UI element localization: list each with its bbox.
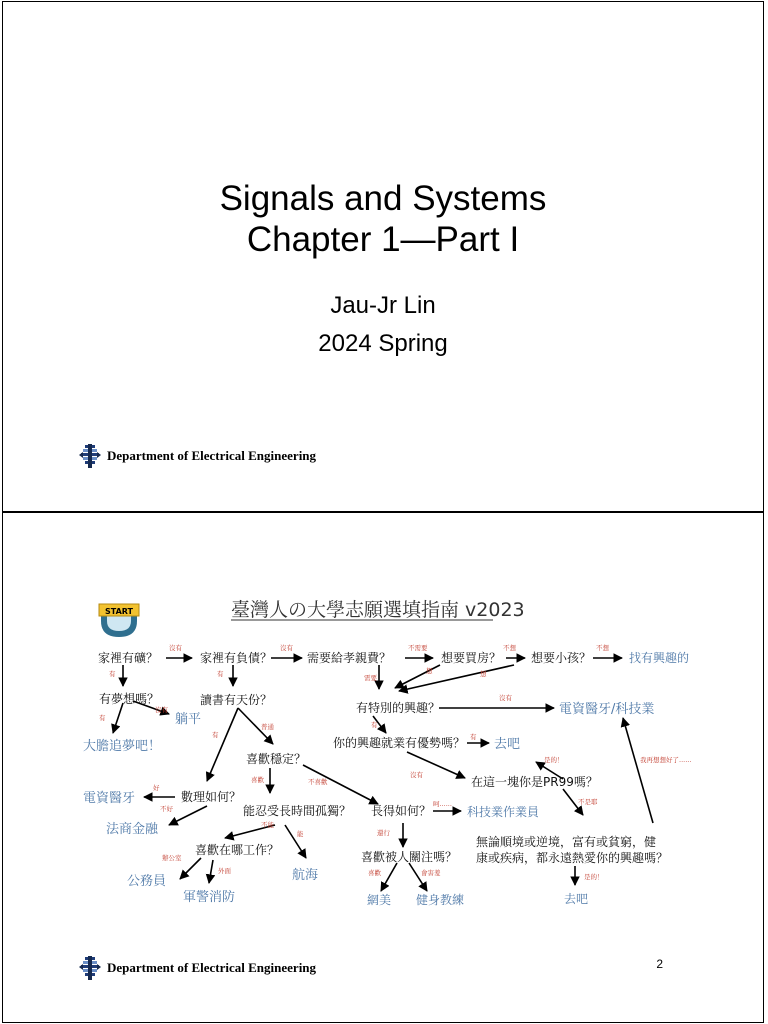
edge-label-23: 不好	[160, 805, 173, 813]
node-30: 網美	[367, 893, 392, 907]
node-18: 數理如何？	[181, 790, 242, 804]
node-31: 健身教練	[416, 893, 465, 907]
edge-label-28: 還行	[377, 829, 390, 837]
edge-label-25: 呵......	[433, 800, 452, 808]
node-13: 你的興趣就業有優勢嗎？	[333, 736, 466, 750]
edge-label-8: 想	[426, 667, 433, 675]
edge-label-20: 喜歡	[251, 776, 264, 784]
node-12: 大膽追夢吧！	[83, 739, 162, 754]
term: 2024 Spring	[318, 330, 448, 357]
node-9: 有特別的興趣？	[356, 701, 441, 715]
edge-label-24: 不是耶	[578, 798, 598, 806]
node-19: 能忍受長時間孤獨？	[243, 804, 352, 818]
edge-label-22: 好	[153, 784, 160, 792]
edge-label-33: 是的！	[584, 873, 604, 881]
node-3: 需要給孝親費？	[307, 651, 392, 665]
edge-label-31: 喜歡	[368, 869, 381, 877]
ee-department-logo-icon	[77, 443, 103, 469]
edge-label-10: 需要	[364, 674, 377, 682]
node-16: 在這一塊你是PR99嗎？	[471, 775, 598, 789]
flowchart	[3, 513, 763, 943]
node-1: 家裡有礦？	[98, 651, 159, 665]
edge-label-6: 有	[109, 670, 116, 678]
flowchart-nodes	[83, 650, 692, 907]
edge-label-26: 不能	[261, 821, 274, 829]
node-20: 長得如何？	[371, 804, 432, 818]
node-11: 躺平	[175, 712, 202, 727]
node-5: 想要小孩？	[531, 651, 592, 665]
node-25: 喜歡在哪工作？	[195, 843, 280, 857]
author-name: Jau-Jr Lin	[330, 292, 436, 319]
node-28: 公務員	[127, 874, 167, 889]
node-17: 電資醫牙	[83, 791, 136, 806]
start-label: START	[104, 607, 134, 616]
edge-label-5: 不想	[596, 644, 609, 652]
edge-label-32: 會害羞	[421, 869, 441, 877]
edge-label-19: 沒有	[410, 771, 423, 779]
edge-label-16b: 有	[470, 733, 477, 741]
edge-label-2: 沒有	[280, 644, 293, 652]
node-29: 軍警消防	[183, 890, 236, 905]
edge-label-21: 不喜歡	[308, 778, 328, 786]
start-badge	[99, 604, 139, 637]
title-line-2: Chapter 1—Part I	[246, 220, 520, 259]
edge-label-9: 想	[480, 670, 487, 678]
edge-label-30: 外面	[218, 867, 231, 875]
node-4: 想要買房？	[441, 651, 502, 665]
department-footer	[77, 443, 316, 469]
edge-label-3: 不需要	[408, 644, 428, 652]
node-7: 有夢想嗎？	[99, 692, 160, 706]
department-name: Department of Electrical Engineering	[107, 960, 317, 975]
edge-label-18: 我再想想好了......	[640, 756, 692, 764]
node-8: 讀書有天份？	[200, 693, 273, 707]
department-name: Department of Electrical Engineering	[107, 448, 317, 463]
node-27: 航海	[292, 868, 319, 883]
slide-2	[2, 512, 764, 1023]
edge-label-12: 沒有	[155, 706, 168, 714]
node-15: 喜歡穩定？	[246, 752, 307, 766]
node-14: 去吧	[494, 737, 521, 752]
edge-label-27: 能	[297, 830, 304, 838]
node-21: 科技業作業員	[467, 805, 540, 819]
node-24: 康或疾病，都永遠熱愛你的興趣嗎？	[476, 851, 669, 865]
node-6: 找有興趣的	[629, 651, 690, 665]
node-10: 電資醫牙/科技業	[559, 702, 655, 717]
edge-label-4: 不想	[503, 644, 516, 652]
department-footer	[77, 955, 316, 981]
slide-title	[3, 178, 763, 260]
edge-label-11: 有	[99, 714, 106, 722]
node-2: 家裡有負債？	[200, 651, 273, 665]
page-number: 2	[656, 957, 663, 971]
title-line-1: Signals and Systems	[219, 179, 547, 218]
edge-label-1: 沒有	[169, 644, 182, 652]
slide-1	[2, 1, 764, 512]
ee-department-logo-icon	[77, 955, 103, 981]
edge-label-16: 有	[212, 731, 219, 739]
node-26: 喜歡被人關注嗎？	[361, 850, 458, 864]
node-22: 法商金融	[106, 822, 159, 837]
edge-label-13: 沒有	[499, 694, 512, 702]
edge-label-29: 辦公室	[162, 854, 182, 862]
node-32: 去吧	[564, 892, 589, 906]
edge-label-15: 普通	[261, 723, 274, 731]
edge-label-14: 有	[371, 721, 378, 729]
flowchart-title: 臺灣人の大學志願選填指南 v2023	[231, 599, 525, 621]
node-23: 無論順境或逆境，富有或貧窮，健	[476, 835, 657, 849]
edge-label-17: 是的！	[544, 756, 564, 764]
edge-label-7: 有	[217, 670, 224, 678]
